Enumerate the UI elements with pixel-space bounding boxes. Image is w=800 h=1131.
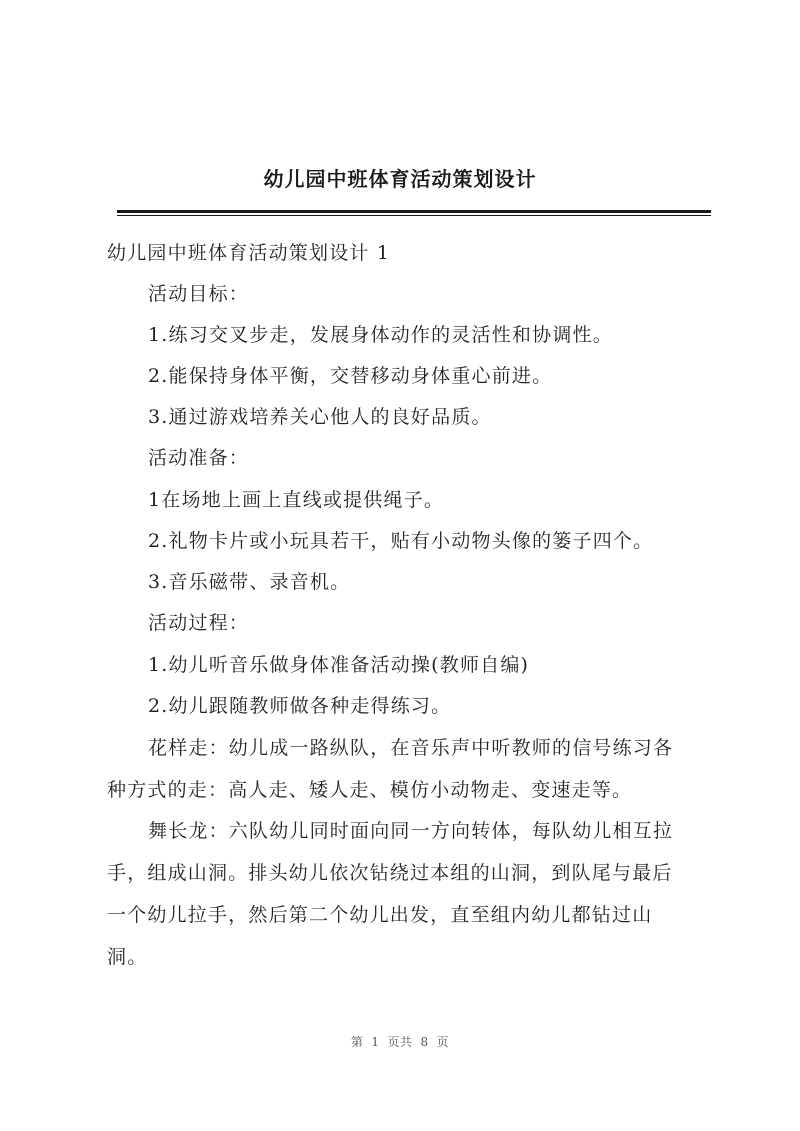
goal-item: 1.练习交叉步走，发展身体动作的灵活性和协调性。	[148, 324, 613, 346]
process-item: 2.幼儿跟随教师做各种走得练习。	[148, 695, 452, 717]
process-item: 1.幼儿听音乐做身体准备活动操(教师自编)	[148, 654, 530, 676]
paragraph-line: 舞长龙：六队幼儿同时面向同一方向转体，每队幼儿相互拉	[148, 820, 674, 842]
title-underline-thick	[117, 210, 711, 213]
prep-item: 3.音乐磁带、录音机。	[148, 571, 351, 593]
page-footer	[0, 1033, 800, 1050]
paragraph-line: 洞。	[107, 946, 148, 968]
paragraph-line: 手，组成山洞。排头幼儿依次钻绕过本组的山洞，到队尾与最后	[107, 862, 673, 884]
document-title: 幼儿园中班体育活动策划设计	[263, 167, 537, 191]
process-heading: 活动过程：	[148, 612, 250, 634]
paragraph-line: 花样走：幼儿成一路纵队，在音乐声中听教师的信号练习各	[148, 737, 674, 759]
footer-prefix: 第	[350, 1035, 364, 1049]
footer-total-pages: 8	[420, 1035, 429, 1049]
prep-item: 2.礼物卡片或小玩具若干，贴有小动物头像的篓子四个。	[148, 530, 654, 552]
goal-item: 3.通过游戏培养关心他人的良好品质。	[148, 406, 492, 428]
prep-item: 1在场地上画上直线或提供绳子。	[148, 489, 445, 511]
goal-item: 2.能保持身体平衡，交替移动身体重心前进。	[148, 365, 553, 387]
section-heading: 幼儿园中班体育活动策划设计 1	[107, 242, 391, 264]
footer-suffix: 页	[436, 1035, 450, 1049]
paragraph-line: 一个幼儿拉手，然后第二个幼儿出发，直至组内幼儿都钻过山	[107, 904, 653, 926]
footer-middle: 页共	[387, 1035, 413, 1049]
goals-heading: 活动目标：	[148, 283, 250, 305]
footer-page-number: 1	[371, 1035, 380, 1049]
title-underline-thin	[117, 215, 711, 216]
paragraph-line: 种方式的走：高人走、矮人走、模仿小动物走、变速走等。	[107, 779, 633, 801]
prep-heading: 活动准备：	[148, 447, 250, 469]
